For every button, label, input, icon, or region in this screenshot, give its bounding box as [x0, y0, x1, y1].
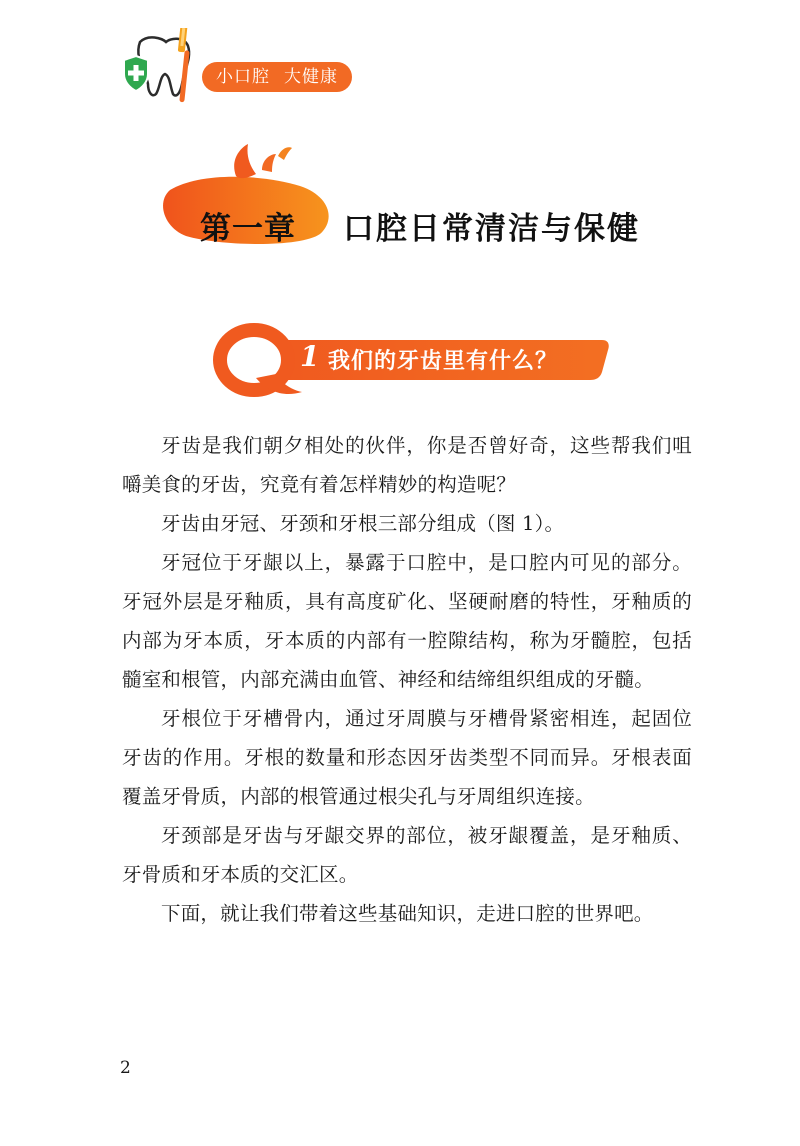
- chapter-heading: [160, 140, 660, 260]
- header: [118, 28, 358, 108]
- chapter-title: 口腔日常清洁与保健: [343, 211, 640, 247]
- body-text: [122, 426, 692, 933]
- page-number: 2: [120, 1058, 131, 1078]
- question-text: 我们的牙齿里有什么？: [328, 348, 559, 374]
- paragraph: 牙冠位于牙龈以上，暴露于口腔中，是口腔内可见的部分。牙冠外层是牙釉质，具有高度矿化、坚硬耐磨的特性，牙釉质的内部为牙本质，牙本质的内部有一腔隙结构，称为牙髓腔，包括髓室和根管，内部充满由血管、神经和结缔组织组成的牙髓。: [122, 551, 692, 691]
- paragraph: 牙颈部是牙齿与牙龈交界的部位，被牙龈覆盖，是牙釉质、牙骨质和牙本质的交汇区。: [122, 824, 692, 886]
- paragraph: 下面，就让我们带着这些基础知识，走进口腔的世界吧。: [161, 902, 654, 925]
- question-number: 1: [300, 340, 320, 373]
- shield-cross-icon: [124, 56, 148, 91]
- chapter-label: 第一章: [200, 211, 296, 247]
- slogan-badge: [202, 62, 352, 92]
- slogan-part1: 小口腔: [216, 67, 270, 87]
- slogan-part2: 大健康: [284, 67, 338, 87]
- paragraph: 牙齿是我们朝夕相处的伙伴，你是否曾好奇，这些帮我们咀嚼美食的牙齿，究竟有着怎样精妙的构造呢？: [122, 434, 692, 496]
- paragraph: 牙齿由牙冠、牙颈和牙根三部分组成（图 1）。: [161, 512, 565, 535]
- tooth-logo: [118, 28, 208, 108]
- paragraph: 牙根位于牙槽骨内，通过牙周膜与牙槽骨紧密相连，起固位牙齿的作用。牙根的数量和形态因牙齿类型不同而异。牙根表面覆盖牙骨质，内部的根管通过根尖孔与牙周组织连接。: [122, 707, 692, 808]
- question-banner: [210, 318, 610, 404]
